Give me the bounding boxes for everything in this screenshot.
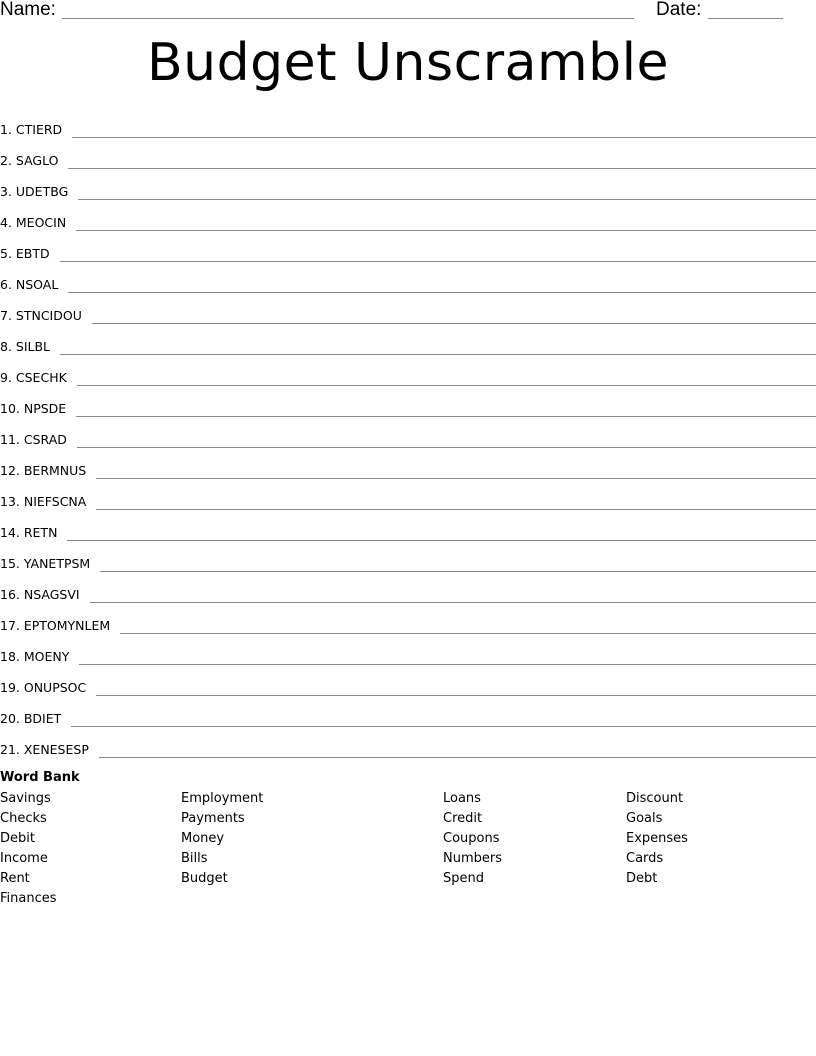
answer-line[interactable] — [96, 695, 816, 696]
scrambled-word: 1. CTIERD — [0, 122, 63, 137]
page-title: Budget Unscramble — [146, 33, 670, 93]
word-bank-word: Goals — [626, 811, 663, 826]
word-bank-word: Debt — [626, 871, 658, 886]
puzzle-row — [0, 699, 816, 730]
puzzle-row — [0, 544, 816, 575]
answer-line[interactable] — [96, 509, 816, 510]
word-bank-word: Expenses — [626, 831, 688, 846]
word-bank-word: Cards — [626, 851, 664, 866]
scrambled-word: 6. NSOAL — [0, 277, 59, 292]
answer-line[interactable] — [68, 292, 816, 293]
scrambled-word: 9. CSECHK — [0, 370, 67, 385]
puzzle-row — [0, 327, 816, 358]
answer-line[interactable] — [90, 602, 816, 603]
word-bank-word: Discount — [626, 791, 684, 806]
answer-line[interactable] — [72, 137, 816, 138]
puzzle-row — [0, 420, 816, 451]
word-bank-word: Payments — [181, 811, 245, 826]
answer-line[interactable] — [76, 416, 816, 417]
word-bank-word: Budget — [181, 871, 228, 886]
word-bank-title: Word Bank — [0, 770, 80, 785]
puzzle-row — [0, 482, 816, 513]
word-bank-word: Savings — [0, 791, 51, 806]
word-bank-word: Employment — [181, 791, 264, 806]
puzzle-row — [0, 389, 816, 420]
puzzle-row — [0, 110, 816, 141]
answer-line[interactable] — [68, 168, 816, 169]
answer-line[interactable] — [120, 633, 816, 634]
date-label: Date: — [656, 0, 702, 20]
name-field[interactable] — [62, 18, 634, 19]
puzzle-row — [0, 172, 816, 203]
word-bank-word: Money — [181, 831, 225, 846]
puzzle-list — [0, 110, 816, 761]
answer-line[interactable] — [96, 478, 816, 479]
answer-line[interactable] — [60, 261, 816, 262]
word-bank-column — [181, 790, 263, 890]
puzzle-row — [0, 606, 816, 637]
puzzle-row — [0, 141, 816, 172]
answer-line[interactable] — [71, 726, 816, 727]
worksheet-header — [0, 0, 816, 24]
name-label: Name: — [0, 0, 56, 20]
word-bank-word: Rent — [0, 871, 30, 886]
puzzle-row — [0, 358, 816, 389]
word-bank — [0, 790, 816, 920]
scrambled-word: 2. SAGLO — [0, 153, 59, 168]
scrambled-word: 8. SILBL — [0, 339, 51, 354]
puzzle-row — [0, 265, 816, 296]
word-bank-word: Debit — [0, 831, 35, 846]
answer-line[interactable] — [92, 323, 816, 324]
answer-line[interactable] — [99, 757, 816, 758]
puzzle-row — [0, 668, 816, 699]
scrambled-word: 19. ONUPSOC — [0, 680, 87, 695]
answer-line[interactable] — [77, 385, 816, 386]
puzzle-row — [0, 513, 816, 544]
answer-line[interactable] — [76, 230, 816, 231]
scrambled-word: 5. EBTD — [0, 246, 50, 261]
word-bank-word: Numbers — [443, 851, 502, 866]
scrambled-word: 21. XENESESP — [0, 742, 89, 757]
scrambled-word: 14. RETN — [0, 525, 58, 540]
scrambled-word: 12. BERMNUS — [0, 463, 87, 478]
word-bank-word: Spend — [443, 871, 484, 886]
word-bank-word: Income — [0, 851, 48, 866]
scrambled-word: 11. CSRAD — [0, 432, 67, 447]
answer-line[interactable] — [100, 571, 816, 572]
scrambled-word: 7. STNCIDOU — [0, 308, 82, 323]
puzzle-row — [0, 575, 816, 606]
word-bank-word: Bills — [181, 851, 208, 866]
puzzle-row — [0, 637, 816, 668]
date-field[interactable] — [708, 18, 783, 19]
puzzle-row — [0, 296, 816, 327]
scrambled-word: 15. YANETPSM — [0, 556, 91, 571]
puzzle-row — [0, 234, 816, 265]
answer-line[interactable] — [78, 199, 816, 200]
word-bank-column — [443, 790, 502, 890]
answer-line[interactable] — [79, 664, 816, 665]
puzzle-row — [0, 451, 816, 482]
puzzle-row — [0, 203, 816, 234]
scrambled-word: 10. NPSDE — [0, 401, 67, 416]
scrambled-word: 17. EPTOMYNLEM — [0, 618, 111, 633]
word-bank-word: Finances — [0, 891, 57, 906]
scrambled-word: 18. MOENY — [0, 649, 70, 664]
scrambled-word: 20. BDIET — [0, 711, 62, 726]
answer-line[interactable] — [67, 540, 816, 541]
scrambled-word: 13. NIEFSCNA — [0, 494, 87, 509]
answer-line[interactable] — [77, 447, 816, 448]
scrambled-word: 3. UDETBG — [0, 184, 69, 199]
word-bank-word: Coupons — [443, 831, 500, 846]
word-bank-word: Credit — [443, 811, 483, 826]
answer-line[interactable] — [60, 354, 816, 355]
scrambled-word: 4. MEOCIN — [0, 215, 67, 230]
word-bank-column — [0, 790, 57, 910]
puzzle-row — [0, 730, 816, 761]
word-bank-word: Loans — [443, 791, 481, 806]
word-bank-column — [626, 790, 688, 890]
scrambled-word: 16. NSAGSVI — [0, 587, 80, 602]
word-bank-word: Checks — [0, 811, 47, 826]
